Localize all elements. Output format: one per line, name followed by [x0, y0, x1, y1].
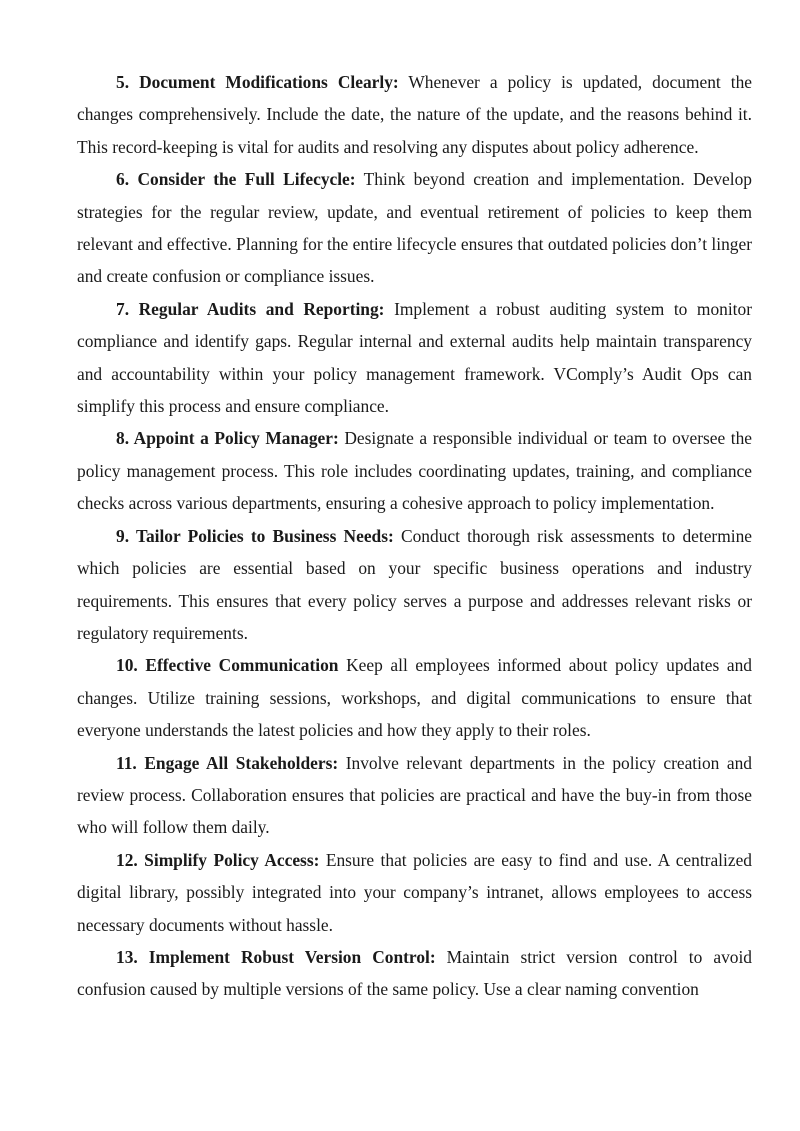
section-8-heading: 8. Appoint a Policy Manager: — [116, 428, 339, 449]
section-13-paragraph — [77, 941, 752, 1006]
section-12-paragraph — [77, 844, 752, 941]
section-11-heading: 11. Engage All Stakeholders: — [116, 752, 339, 773]
section-9-heading: 9. Tailor Policies to Business Needs: — [116, 525, 394, 546]
section-6-body: Think beyond creation and implementation. Develop strategies for the regular review, update, and eventual retirement of policies to keep them relevant and effective. Planning for the entire lifecycle ensures that outdated policies don’t linger and create confusion or compliance issues. — [77, 169, 753, 287]
document-page — [77, 66, 752, 1006]
section-11-paragraph — [77, 747, 752, 844]
section-7-heading: 7. Regular Audits and Reporting: — [116, 298, 385, 319]
section-11-body: Involve relevant departments in the policy creation and review process. Collaboration ensures that policies are practical and have the buy-in from those who will follow them daily. — [77, 752, 753, 838]
section-13-body: Maintain strict version control to avoid confusion caused by multiple versions of the same policy. Use a clear naming convention — [77, 946, 752, 1000]
section-5-body: Whenever a policy is updated, document the changes comprehensively. Include the date, the nature of the update, and the reasons behind it. This record-keeping is vital for audits and resolving any disputes about policy adherence. — [77, 72, 752, 157]
section-10-body: Keep all employees informed about policy updates and changes. Utilize training sessions, workshops, and digital communications to ensure that everyone understands the latest policies and how they apply to their roles. — [77, 655, 752, 741]
section-7-body: Implement a robust auditing system to monitor compliance and identify gaps. Regular internal and external audits help maintain transparency and accountability within your policy management framework. VComply’s Audit Ops can simplify this process and ensure compliance. — [77, 298, 752, 417]
section-5-heading: 5. Document Modifications Clearly: — [116, 72, 399, 92]
section-12-heading: 12. Simplify Policy Access: — [116, 849, 320, 870]
section-12-body: Ensure that policies are easy to find and use. A centralized digital library, possibly integrated into your company’s intranet, allows employees to access necessary documents without hassle. — [77, 849, 752, 935]
section-5-paragraph — [77, 66, 752, 163]
section-8-body: Designate a responsible individual or team to oversee the policy management process. This role includes coordinating updates, training, and compliance checks across various departments, ensuring a cohesive approach to policy implementation. — [77, 428, 753, 514]
section-7-paragraph — [77, 293, 752, 423]
section-6-paragraph — [77, 163, 752, 293]
section-6-heading: 6. Consider the Full Lifecycle: — [116, 169, 356, 190]
section-10-heading: 10. Effective Communication — [116, 655, 339, 676]
section-9-body: Conduct thorough risk assessments to determine which policies are essential based on your specific business operations and industry requirements. This ensures that every policy serves a purpose and addresses relevant risks or regulatory requirements. — [77, 525, 752, 643]
section-9-paragraph — [77, 520, 752, 650]
section-8-paragraph — [77, 422, 752, 519]
section-13-heading: 13. Implement Robust Version Control: — [116, 946, 436, 967]
section-10-paragraph — [77, 649, 752, 746]
